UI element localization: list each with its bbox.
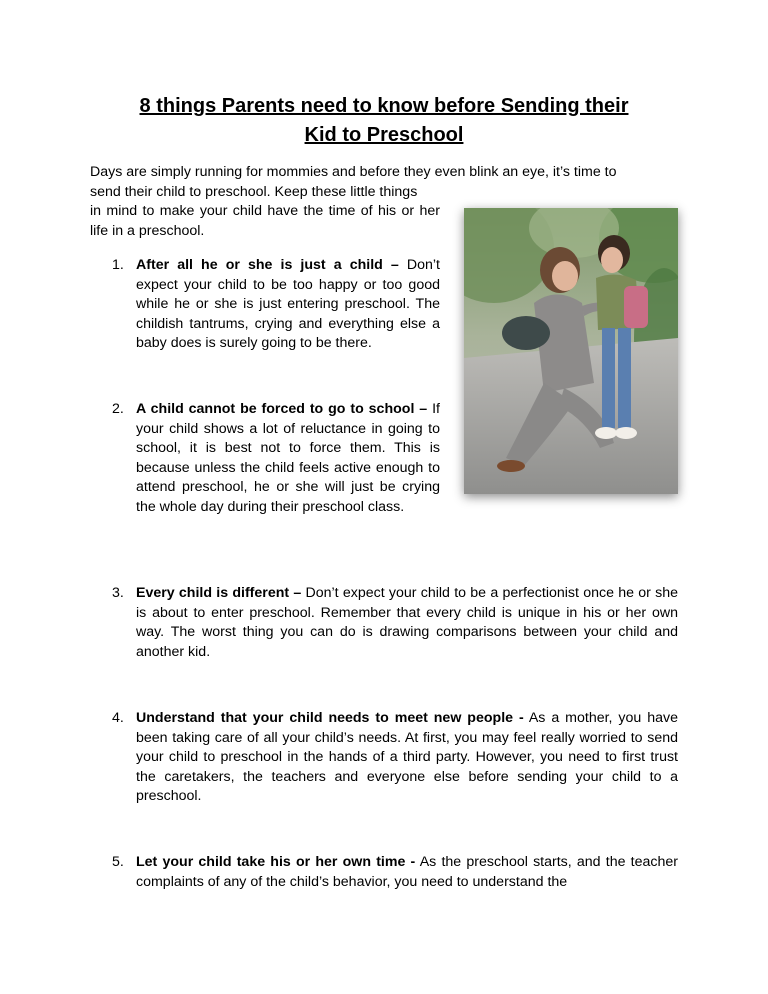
- item-text: If your child shows a lot of reluctance in going to school, it is best not to force them. This is because unless the child feels active enough to attend preschool, he or she will just be crying the whole day during their preschool class.: [136, 401, 441, 515]
- item-body: [136, 853, 678, 892]
- intro-first-line: Days are simply running for mommies and before they even blink an eye, it’s time to send their child to preschool. Keep these little things: [90, 164, 617, 200]
- document-title: [90, 92, 678, 150]
- list-item: [112, 400, 440, 540]
- item-number: 4.: [112, 710, 124, 726]
- item-heading: A child cannot be forced to go to school –: [136, 401, 428, 417]
- list-item: [112, 584, 678, 664]
- item-heading: Let your child take his or her own time -: [136, 854, 416, 870]
- item-text: Don’t expect your child to be too happy or too good while he or she is just entering preschool. The childish tantrums, crying and everything else a baby does is surely going to be there.: [136, 257, 441, 352]
- list-item: [112, 256, 440, 356]
- item-number: 1.: [112, 257, 124, 273]
- intro-second-line: send their child to preschool. Keep these little things: [90, 183, 418, 200]
- item-heading: Understand that your child needs to meet new people -: [136, 710, 524, 726]
- item-body: [136, 584, 678, 662]
- item-text: As a mother, you have been taking care of all your child’s needs. At first, you may feel really worried to send your child to preschool in the hands of a third party. However, you need to first trust the caretakers, the teachers and everyone else before sending your child to a preschool.: [136, 710, 678, 805]
- list-item: [112, 709, 678, 809]
- item-number: 5.: [112, 854, 124, 870]
- item-heading: After all he or she is just a child –: [136, 257, 399, 273]
- item-body: [136, 400, 440, 518]
- item-body: [136, 709, 678, 807]
- photo-illustration: [464, 208, 678, 494]
- item-text: Don’t expect your child to be a perfectionist once he or she is about to enter preschool. Remember that every child is unique in his or her own way. The worst thing you can do is drawing comparisons between your child and another kid.: [136, 585, 678, 660]
- item-heading: Every child is different –: [136, 585, 302, 601]
- list-item: [112, 853, 678, 893]
- intro-continued: in mind to make your child have the time of his or her life in a preschool.: [90, 203, 440, 239]
- item-number: 2.: [112, 401, 124, 417]
- item-number: 3.: [112, 585, 124, 601]
- title-line-1: 8 things Parents need to know before Sending their: [139, 95, 629, 117]
- mother-child-photo: [464, 208, 678, 494]
- item-text: As the preschool starts, and the teacher complaints of any of the child’s behavior, you need to understand the: [136, 854, 678, 890]
- item-body: [136, 256, 440, 354]
- title-line-2: Kid to Preschool: [304, 124, 464, 146]
